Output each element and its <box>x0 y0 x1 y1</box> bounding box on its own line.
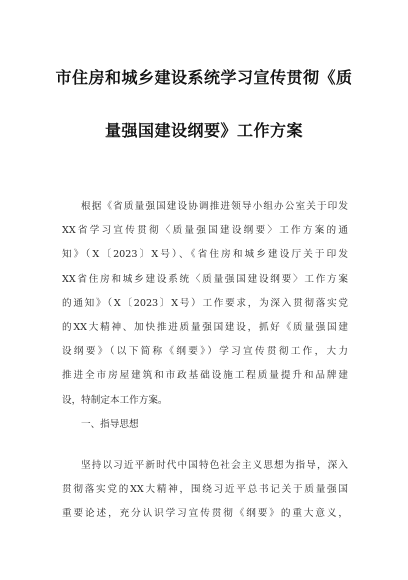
paragraph-line: 根据《省质量强国建设协调推进领导小组办公室关于印发 <box>81 201 348 212</box>
paragraph-line: 的XX大精神、加快推进质量强国建设，抓好《质量强国建 <box>62 322 348 334</box>
paragraph-line: XX省学习宣传贯彻〈质量强国建设纲要〉工作方案的通 <box>62 225 348 237</box>
document-title-line-1: 市住房和城乡建设系统学习宣传贯彻《质 <box>55 68 353 87</box>
paragraph-line: 的通知》（X〔2023〕X号）工作要求，为深入贯彻落实党 <box>62 297 348 309</box>
paragraph-line: 设，特制定本工作方案。 <box>62 394 168 406</box>
guiding-ideology-paragraph <box>62 454 348 527</box>
section-heading-guiding-ideology <box>62 413 348 437</box>
paragraph-line: XX省住房和城乡建设系统〈质量强国建设纲要〉工作方案 <box>62 273 348 285</box>
paragraph-line: 坚持以习近平新时代中国特色社会主义思想为指导，深入 <box>81 460 348 471</box>
paragraph-line: 设纲要》（以下简称《纲要》）学习宣传贯彻工作，大力 <box>62 346 348 358</box>
paragraph-line: 推进全市房屋建筑和市政基础设施工程质量提升和品牌建 <box>62 370 348 382</box>
document-title-line-2: 量强国建设纲要》工作方案 <box>104 121 303 140</box>
paragraph-line: 重要论述，充分认识学习宣传贯彻《纲要》的重大意义， <box>62 508 348 520</box>
paragraph-line: 贯彻落实党的XX大精神，围绕习近平总书记关于质量强国 <box>62 484 348 496</box>
intro-paragraph <box>62 195 348 413</box>
section-heading-text: 一、指导思想 <box>81 419 139 430</box>
paragraph-line: 知》（X〔2023〕X号）、《省住房和城乡建设厅关于印发 <box>62 249 348 261</box>
